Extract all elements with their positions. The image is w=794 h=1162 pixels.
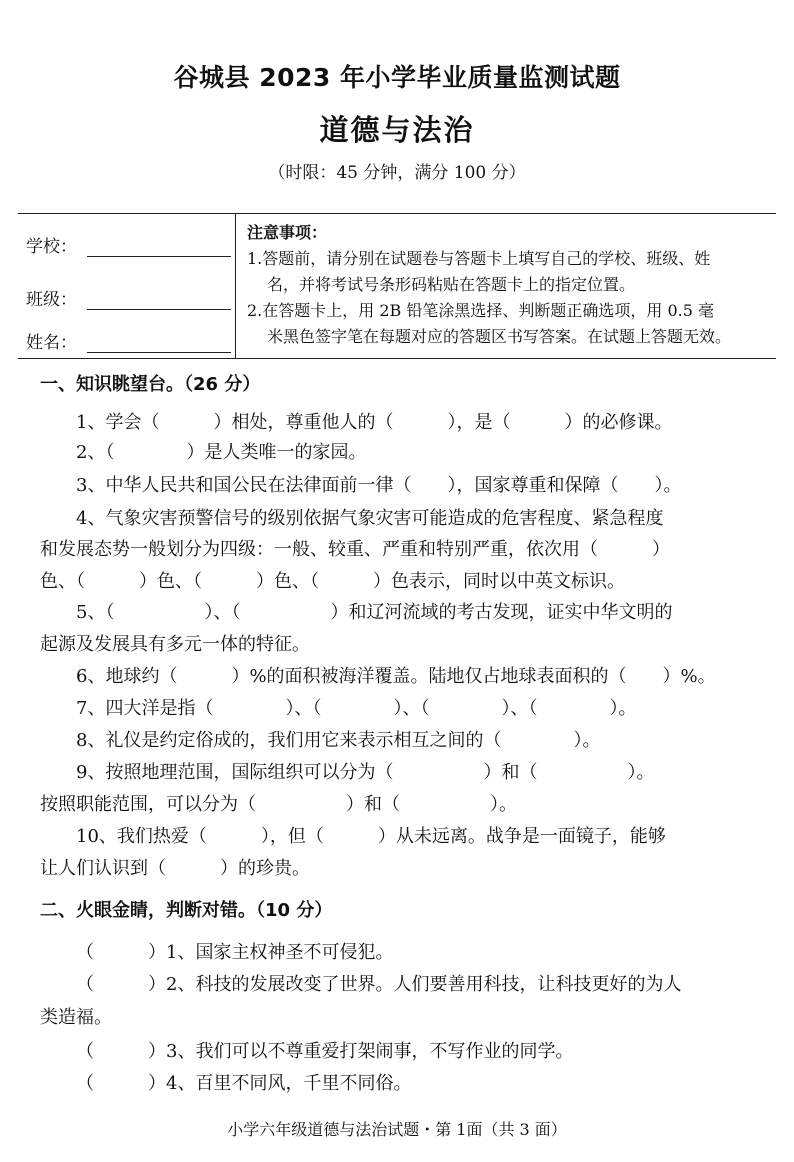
question-line: 1、学会（ ）相处，尊重他人的（ ），是（ ）的必修课。 [76, 412, 673, 433]
school-label: 学校： [26, 237, 77, 257]
notice-item-1 [247, 246, 775, 298]
judgment-line: 类造福。 [40, 1007, 112, 1028]
judgment-line: （ ）3、我们可以不尊重爱打架闹事，不写作业的同学。 [76, 1041, 574, 1062]
judgment-line: （ ）2、科技的发展改变了世界。人们要善用科技，让科技更好的为人 [76, 974, 682, 995]
class-input-line[interactable] [87, 291, 231, 310]
school-field[interactable] [26, 232, 231, 257]
notice-box [247, 220, 775, 350]
section-1-heading: 一、知识眺望台。（26 分） [40, 374, 261, 395]
name-field[interactable] [26, 328, 231, 353]
time-limit: （时限：45 分钟，满分 100 分） [268, 163, 526, 183]
info-box-bottom-rule [18, 358, 776, 359]
subject-title: 道德与法治 [319, 113, 475, 147]
notice-heading: 注意事项： [247, 223, 328, 242]
school-input-line[interactable] [87, 238, 231, 257]
question-line: 6、地球约（ ）%的面积被海洋覆盖。陆地仅占地球表面积的（ ）%。 [76, 666, 716, 687]
question-line: 10、我们热爱（ ），但（ ）从未远离。战争是一面镜子，能够 [76, 826, 666, 847]
question-line: 7、四大洋是指（ ）、（ ）、（ ）、（ ）。 [76, 698, 637, 719]
question-line: 3、中华人民共和国公民在法律面前一律（ ），国家尊重和保障（ ）。 [76, 475, 682, 496]
name-label: 姓名： [26, 333, 77, 353]
question-line: 色、（ ）色、（ ）色、（ ）色表示，同时以中英文标识。 [40, 571, 625, 592]
question-line: 8、礼仪是约定俗成的，我们用它来表示相互之间的（ ）。 [76, 730, 601, 751]
question-line: 让人们认识到（ ）的珍贵。 [40, 858, 310, 879]
info-box-divider [235, 214, 236, 358]
question-line: 2、（ ）是人类唯一的家园。 [76, 442, 367, 463]
question-line: 5、（ ）、（ ）和辽河流域的考古发现，证实中华文明的 [76, 602, 673, 623]
notice-item-1-line-1: 1.答题前，请分别在试题卷与答题卡上填写自己的学校、班级、姓 [247, 249, 711, 268]
section-2-heading: 二、火眼金睛，判断对错。（10 分） [40, 900, 333, 921]
question-line: 4、气象灾害预警信号的级别依据气象灾害可能造成的危害程度、紧急程度 [76, 508, 664, 529]
notice-item-2-line-1: 2.在答题卡上，用 2B 铅笔涂黑选择、判断题正确选项，用 0.5 毫 [247, 301, 714, 320]
name-input-line[interactable] [87, 334, 231, 353]
question-line: 按照职能范围，可以分为（ ）和（ ）。 [40, 794, 517, 815]
notice-item-1-line-2: 名，并将考试号条形码粘贴在答题卡上的指定位置。 [267, 275, 636, 294]
page-footer: 小学六年级道德与法治试题・第 1面（共 3 面） [227, 1120, 567, 1139]
class-label: 班级： [26, 290, 77, 310]
exam-title: 谷城县 2023 年小学毕业质量监测试题 [173, 63, 621, 92]
question-line: 起源及发展具有多元一体的特征。 [40, 634, 310, 655]
notice-item-2-line-2: 米黑色签字笔在每题对应的答题区书写答案。在试题上答题无效。 [267, 327, 732, 346]
notice-item-2 [247, 298, 775, 350]
question-line: 9、按照地理范围，国际组织可以分为（ ）和（ ）。 [76, 762, 655, 783]
judgment-line: （ ）4、百里不同风，千里不同俗。 [76, 1073, 412, 1094]
judgment-line: （ ）1、国家主权神圣不可侵犯。 [76, 942, 394, 963]
info-box-top-rule [18, 213, 776, 214]
class-field[interactable] [26, 285, 231, 310]
question-line: 和发展态势一般划分为四级：一般、较重、严重和特别严重，依次用（ ） [40, 539, 670, 560]
